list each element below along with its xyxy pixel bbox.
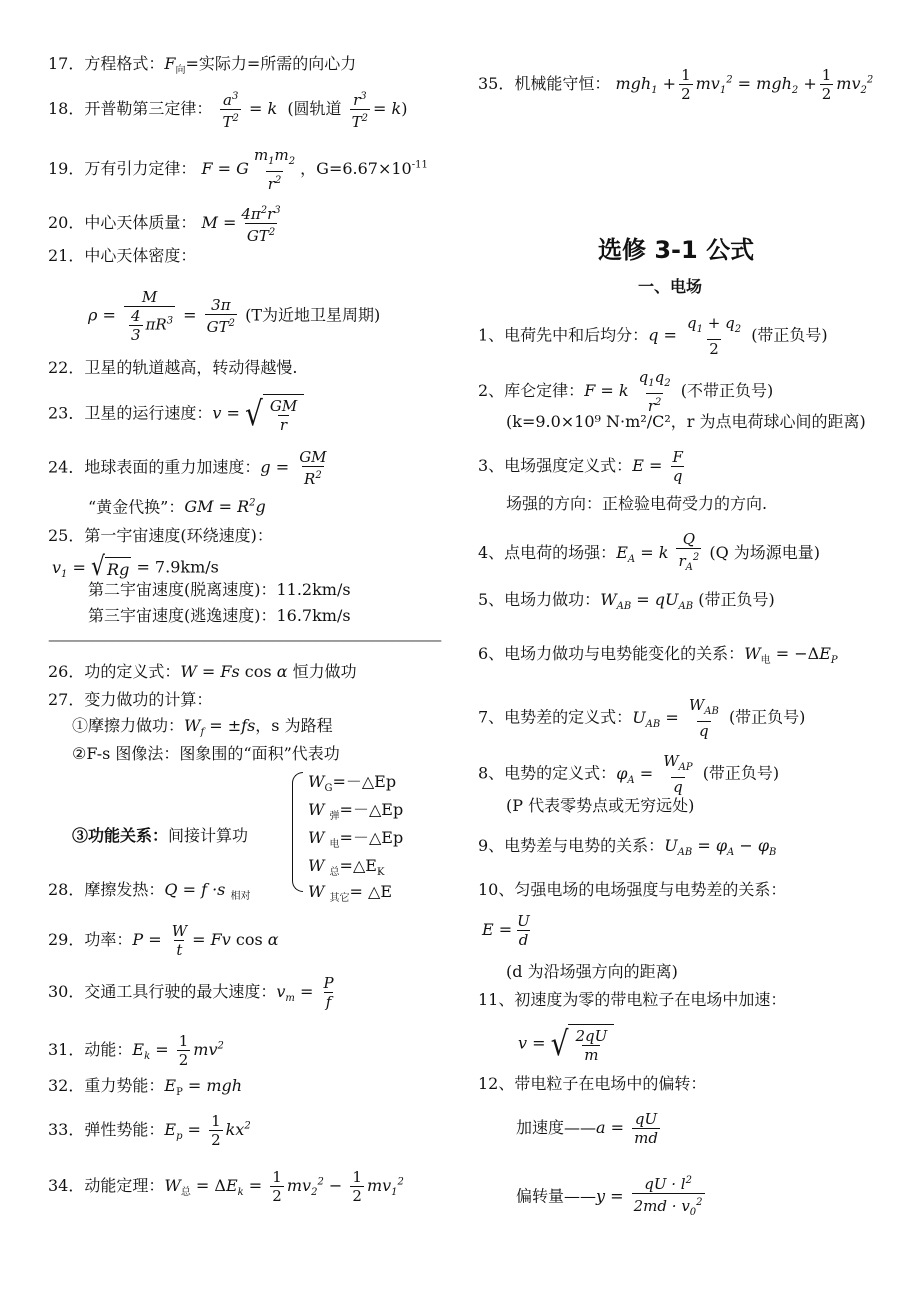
item-e7: 7、电势差的定义式：$U_{AB}$ = $\frac{W_{AB}}{q}$ (带正负号) <box>478 696 806 740</box>
deflection-acceleration: 加速度——a = $\frac{qU}{md}$ <box>516 1110 658 1147</box>
item-e10: 10、匀强电场的电场强度与电势差的关系： <box>478 880 787 899</box>
section-title: 选修 3-1 公式 <box>598 236 755 264</box>
energy-total: W $_总=\triangle E_K$ <box>308 856 385 879</box>
item-25: 25．第一宇宙速度(环绕速度)： <box>48 526 273 545</box>
item-e1: 1、电荷先中和后均分：q = $\frac{q_1 + q_2}{2}$ (带正负号) <box>478 314 828 358</box>
item-e5: 5、电场力做功：$W_{AB} = qU_{AB}$ (带正负号) <box>478 590 775 613</box>
field-direction: 场强的方向：正检验电荷受力的方向. <box>506 494 768 513</box>
fs-graph-method: ②F-s 图像法：图象围的“面积”代表功 <box>72 744 340 763</box>
item-e6: 6、电场力做功与电势能变化的关系：$W_电 = -\Delta E_P$ <box>478 644 838 667</box>
item-19: 19．万有引力定律： F = G $\frac{m_1m_2}{r^2}$ ，$G=6.67\times 10^{-11}$ <box>48 146 428 193</box>
first-cosmic-velocity: $v_1$ = √ Rg = 7.9km/s <box>52 552 219 583</box>
golden-substitution: “黄金代换”：GM = $R^2g$ <box>88 497 266 517</box>
item-e8: 8、电势的定义式：$\varphi_A$ = $\frac{W_{AP}}{q}$ (带正负号) <box>478 752 780 796</box>
energy-other: W $_{其它}$= △E <box>308 882 393 905</box>
item-34: 34．动能定理：$W_总 = \Delta E_k$ = $\frac{1}{2}$ $mv_2^2$ − $\frac{1}{2}$ $mv_1^2$ <box>48 1168 404 1205</box>
item-e4: 4、点电荷的场强：$E_A = k$ $\frac{Q}{r_A^2}$ (Q 为场源电量) <box>478 530 820 577</box>
item-20: 20．中心天体质量： M = $\frac{4\pi^2r^3}{GT^2}$ <box>48 205 281 245</box>
item-35: 35．机械能守恒： mgh$_1$ + $\frac{1}{2}$ $mv_1^2 = mgh_2$ + $\frac{1}{2}$ $mv_2^2$ <box>478 66 874 103</box>
d-note: (d 为沿场强方向的距离) <box>506 962 678 981</box>
energy-elastic: W $_弹$=－△Ep <box>308 800 404 823</box>
item-30: 30．交通工具行驶的最大速度：$v_m$ = $\frac{P}{f}$ <box>48 974 334 1011</box>
item-e12: 12、带电粒子在电场中的偏转： <box>478 1074 707 1093</box>
section-subtitle: 一、电场 <box>638 277 703 296</box>
deflection-displacement: 偏转量——y = $\frac{qU \cdot l^2}{2md \cdot v_0^2}$ <box>516 1172 708 1222</box>
item-24: 24．地球表面的重力加速度：g = $\frac{GM}{R^2}$ <box>48 448 327 488</box>
item-e3: 3、电场强度定义式：E = $\frac{F}{q}$ <box>478 448 683 485</box>
item-23: 23．卫星的运行速度：v = √ $\frac{GM}{r}$ <box>48 394 304 434</box>
item-e2: 2、库仑定律：F = k $\frac{q_1q_2}{r^2}$ (不带正负号) <box>478 368 774 415</box>
zero-potential-note: (P 代表零势点或无穷远处) <box>506 796 695 815</box>
brace <box>292 772 303 892</box>
item-29: 29．功率：P = $\frac{W}{t}$ = Fv cos α <box>48 922 279 959</box>
fraction: $\frac{a^3}{T^2}$ <box>222 91 239 131</box>
item-33: 33．弹性势能：$E_p$ = $\frac{1}{2}$ $kx^2$ <box>48 1112 251 1149</box>
acceleration-velocity-formula: v = √ $\frac{2qU}{m}$ <box>518 1024 614 1064</box>
item-27: 27．变力做功的计算： <box>48 690 213 709</box>
item-32: 32．重力势能：$E_P$ = mgh <box>48 1076 243 1099</box>
item-e11: 11、初速度为零的带电粒子在电场中加速： <box>478 990 787 1009</box>
item-31: 31．动能：$E_k$ = $\frac{1}{2}$ $mv^2$ <box>48 1032 224 1069</box>
item-e9: 9、电势差与电势的关系：$U_{AB} = \varphi_A - \varphi_B$ <box>478 836 777 859</box>
energy-electric: W $_电$=－△Ep <box>308 828 404 851</box>
item-21: 21．中心天体密度： <box>48 246 197 265</box>
third-cosmic-velocity: 第三宇宙速度(逃逸速度)：16.7km/s <box>88 606 351 625</box>
item-28: 28．摩擦发热：Q = f ·s $_{相对}$ <box>48 880 251 903</box>
density-formula: ρ = M $\frac{4}{3}$ $\pi R^3$ = $\frac{3\pi}{GT^2}$ (T为近地卫星周期) <box>88 288 381 344</box>
divider: ———————————————————————————— <box>48 630 440 649</box>
item-26: 26．功的定义式：W = Fs cos α 恒力做功 <box>48 662 357 681</box>
coulomb-constant: (k=9.0×10⁹ N·m²/C²，r 为点电荷球心间的距离) <box>506 412 866 431</box>
item-18: 18．开普勒第三定律： $\frac{a^3}{T^2}$ = k (圆轨道 $\frac{r^3}{T^2}$ = k) <box>48 88 407 131</box>
friction-work: ①摩擦力做功：$W_f = \pm fs$，s 为路程 <box>72 716 333 739</box>
item-22: 22．卫星的轨道越高，转动得越慢. <box>48 358 298 377</box>
energy-gravity: $W_G=-\triangle Ep$ <box>308 772 397 795</box>
second-cosmic-velocity: 第二宇宙速度(脱离速度)：11.2km/s <box>88 580 351 599</box>
item-17: 17．方程格式：$F_向=$实际力=所需的向心力 <box>48 54 357 77</box>
uniform-field-formula: E = $\frac{U}{d}$ <box>482 912 530 949</box>
work-energy-relation: ③功能关系：间接计算功 <box>72 826 249 845</box>
